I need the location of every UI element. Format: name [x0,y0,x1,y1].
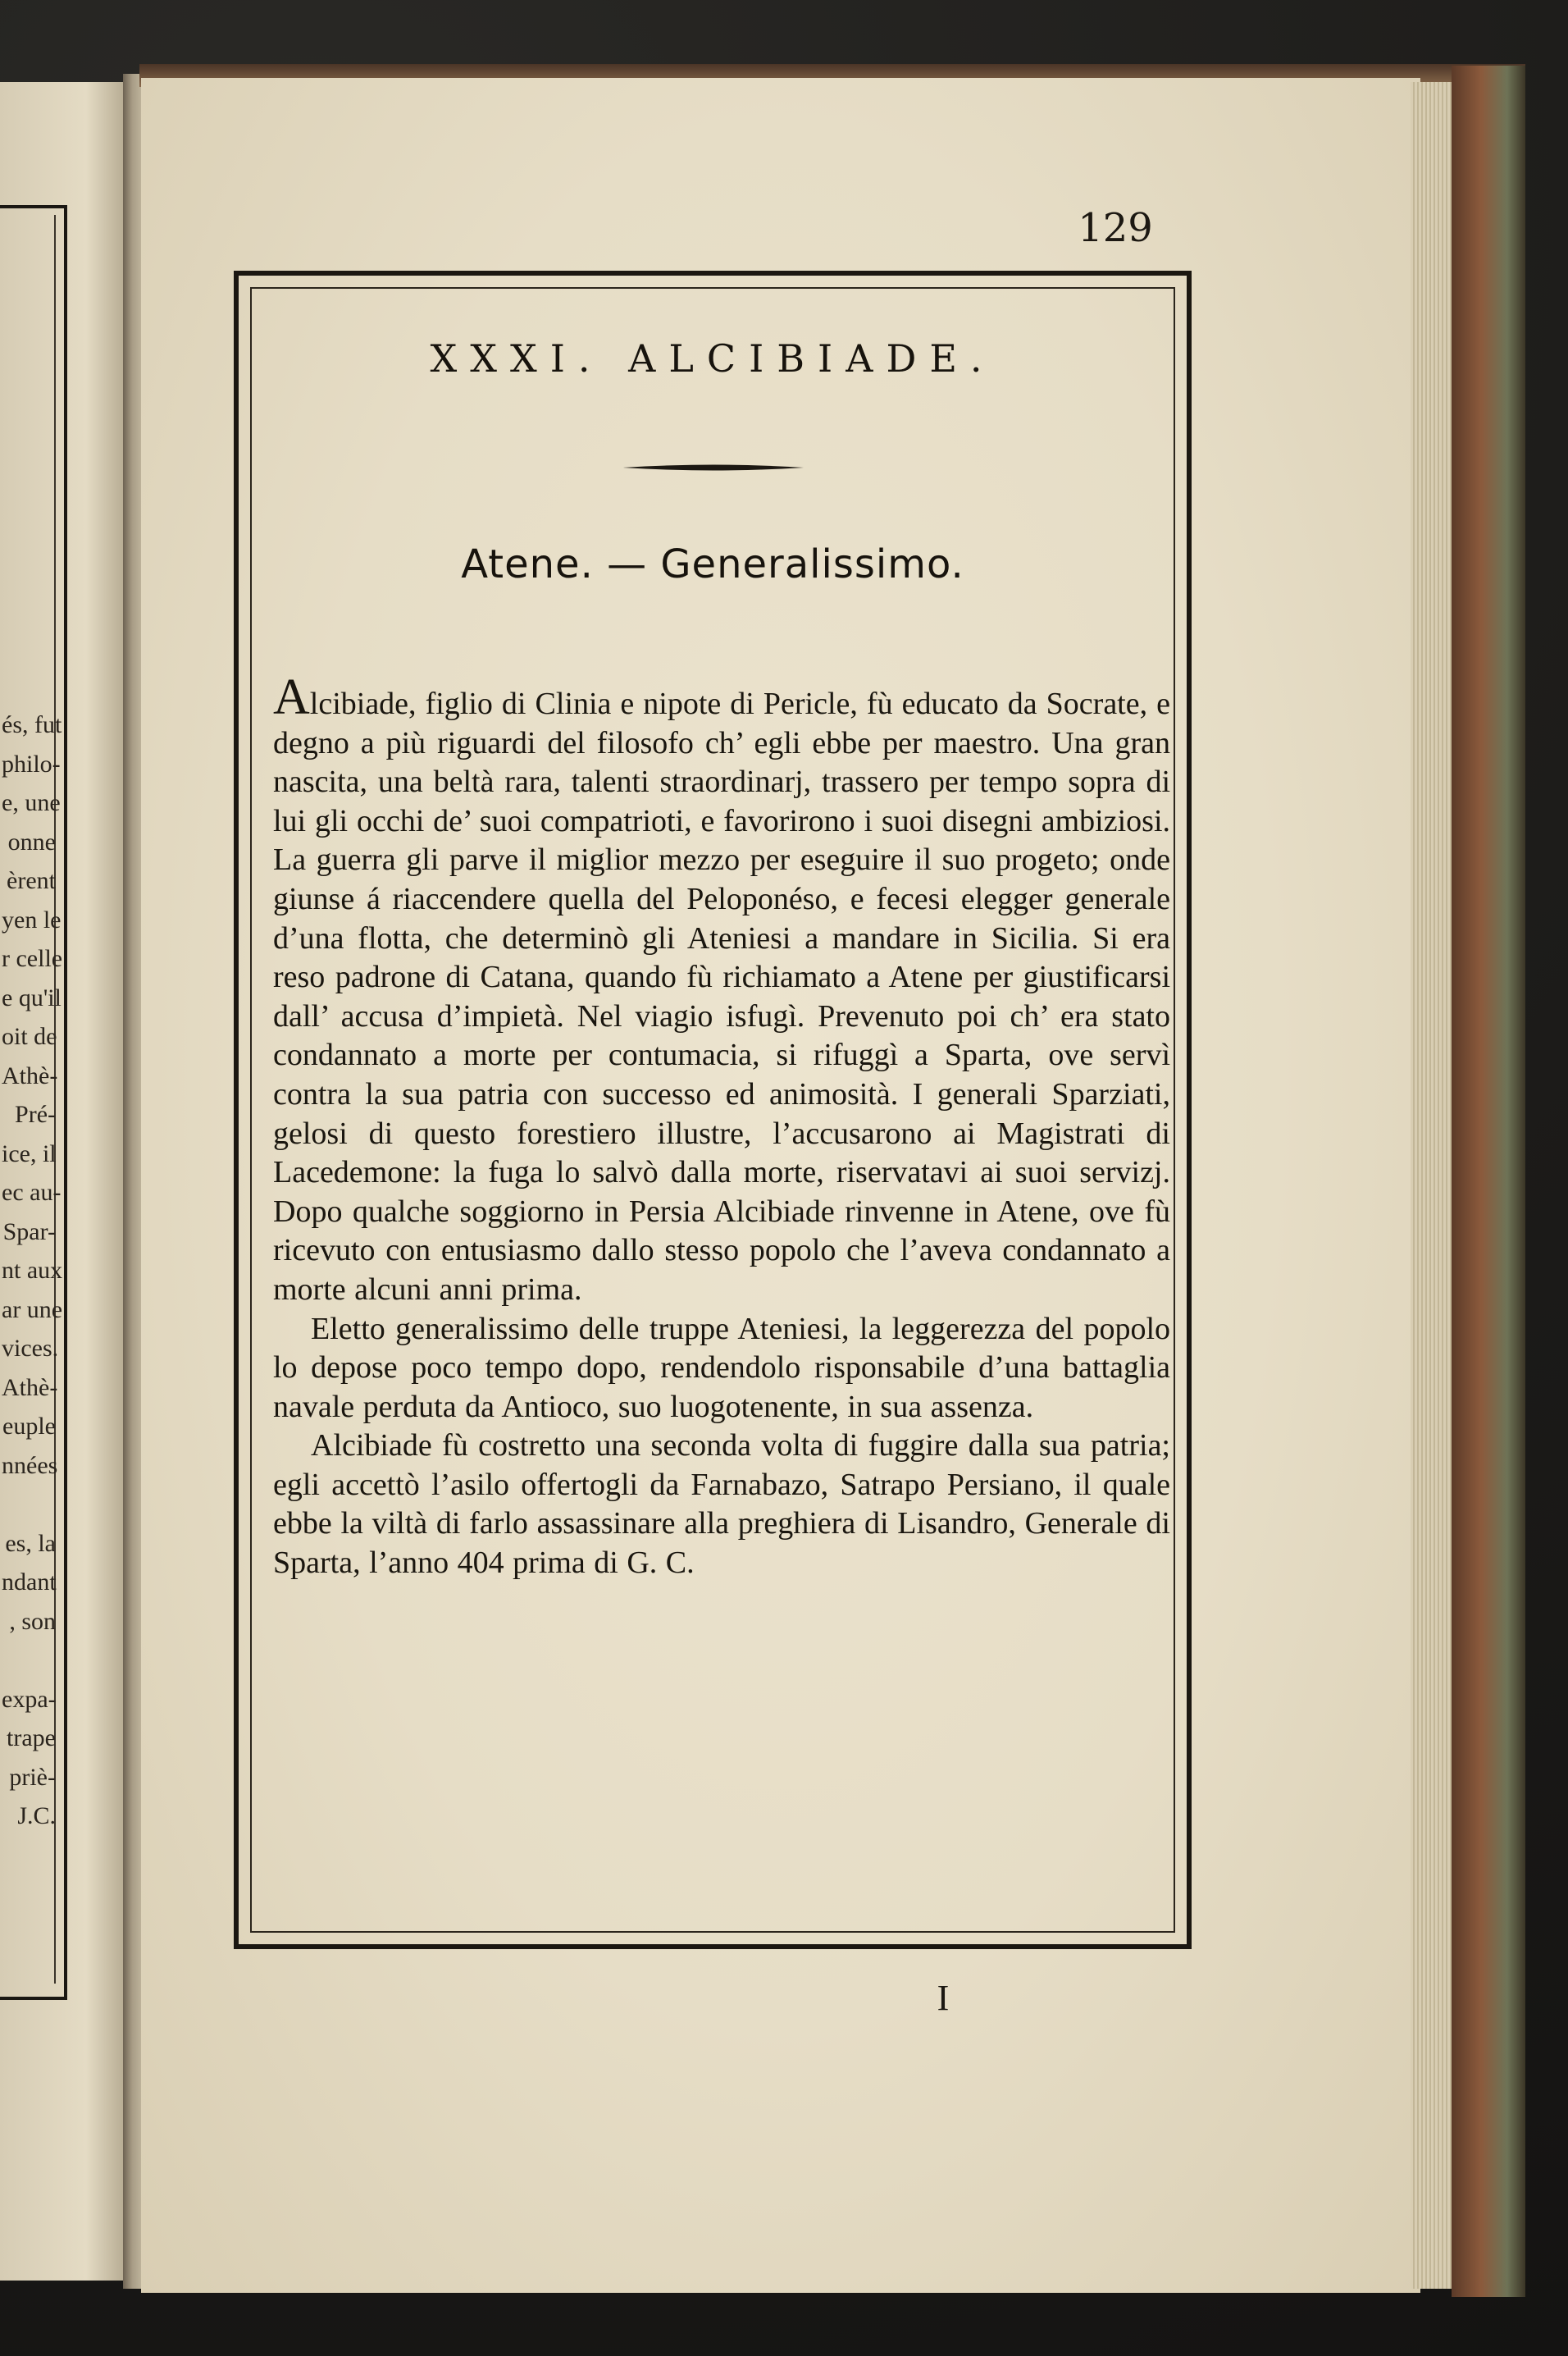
facing-page-line: és, fut [2,711,62,738]
chapter-title: XXXI. ALCIBIADE. [430,336,996,381]
facing-page-line: vices. [2,1335,59,1362]
facing-page-line: ec au- [2,1179,62,1206]
facing-page-line: nt aux [2,1257,63,1284]
signature-mark: I [937,1978,950,2018]
facing-page-line: r celle [2,945,63,972]
facing-page-line: e qu'il [2,984,62,1011]
facing-page-line: Pré- [15,1101,56,1128]
facing-page-line: ice, il [2,1139,57,1167]
book-cover-edge [1452,66,1525,2297]
facing-page-line: onne [7,828,56,856]
drop-cap: A [273,669,310,725]
paragraph-3: Alcibiade fù costretto una seconda volta di fuggire dalla sua patria; egli accettò l’asilo offertogli da Farnabazo, Satrapo Persiano, il quale ebbe la viltà di farlo assassinare alla preghiera di Lisandro, Generale di Sparta, l’anno 404 prima di G. C. [273,1428,1170,1581]
facing-page-line: ndant [2,1568,57,1596]
facing-page-line: èrent [7,867,56,894]
facing-page-line: oit de [2,1023,57,1050]
facing-page-line: es, la [5,1529,56,1557]
facing-page-line: , son [9,1607,56,1635]
facing-page-line [2,1485,56,1524]
facing-page-line: Athè- [2,1062,58,1089]
facing-page-line: expa- [2,1685,57,1713]
paragraph-2: Eletto generalissimo delle truppe Ateniesi, la leggerezza del popolo lo depose poco tempo dopo, rendendolo risponsabile d’una battaglia navale perduta da Antioco, suo luogotenente, in sua assenza. [273,1311,1170,1424]
facing-page-line [2,1641,56,1680]
facing-page-text [2,705,63,1836]
paragraph-1 [273,669,1170,1310]
facing-page-line: ar une [2,1295,63,1323]
facing-page-line: philo- [2,750,61,778]
facing-page-line: yen le [2,906,62,934]
page-number: 129 [1078,205,1153,251]
facing-page-line: Spar- [2,1217,56,1245]
facing-page-line: priè- [9,1763,56,1791]
body-text [273,669,1170,1583]
facing-page-line: e, une [2,789,61,816]
facing-page-line: nnées [2,1451,58,1479]
ornament-rule-icon [623,463,804,472]
paragraph-1-text: lcibiade, figlio di Clinia e nipote di Pericle, fù educato da Socrate, e degno a più riguardi del filosofo ch’ egli ebbe per maestro. Una gran nascita, una beltà rara, talenti straordinarj, trassero per tempo sopra di lui gli occhi de’ suoi compatrioti, e favorirono i suoi disegni ambiziosi. La guerra gli parve il miglior mezzo per eseguire il suo progeto; onde giunse á riaccendere quella del Peloponéso, e fecesi elegger generale d’una flotta, che determinò gli Ateniesi a mandare in Sicilia. Si era reso padrone di Catana, quando fù richiamato a Atene per giustificarsi dall’ accusa d’impietà. Nel viagio isfugì. Prevenuto poi ch’ era stato condannato a morte per contumacia, si rifuggì a Sparta, ove servì contra la sua patria con successo ed animosità. I generali Sparziati, gelosi di questo forestiero illustre, l’accusarono ai Magistrati di Lacedemone: la fuga lo salvò dalla morte, riservatavi ai suoi servizj. Dopo qualche soggiorno in Persia Alcibiade rinvenne in Atene, ove fù ricevuto con entusiasmo dallo stesso popolo che l’aveva condannato a morte alcuni anni prima. [273,687,1170,1307]
subtitle: Atene. — Generalissimo. [461,541,964,587]
facing-page-line: trape [7,1724,56,1751]
facing-page-line: J.C. [17,1802,56,1829]
facing-page-line: Athè- [2,1373,58,1401]
facing-page-line: euple [2,1413,56,1440]
